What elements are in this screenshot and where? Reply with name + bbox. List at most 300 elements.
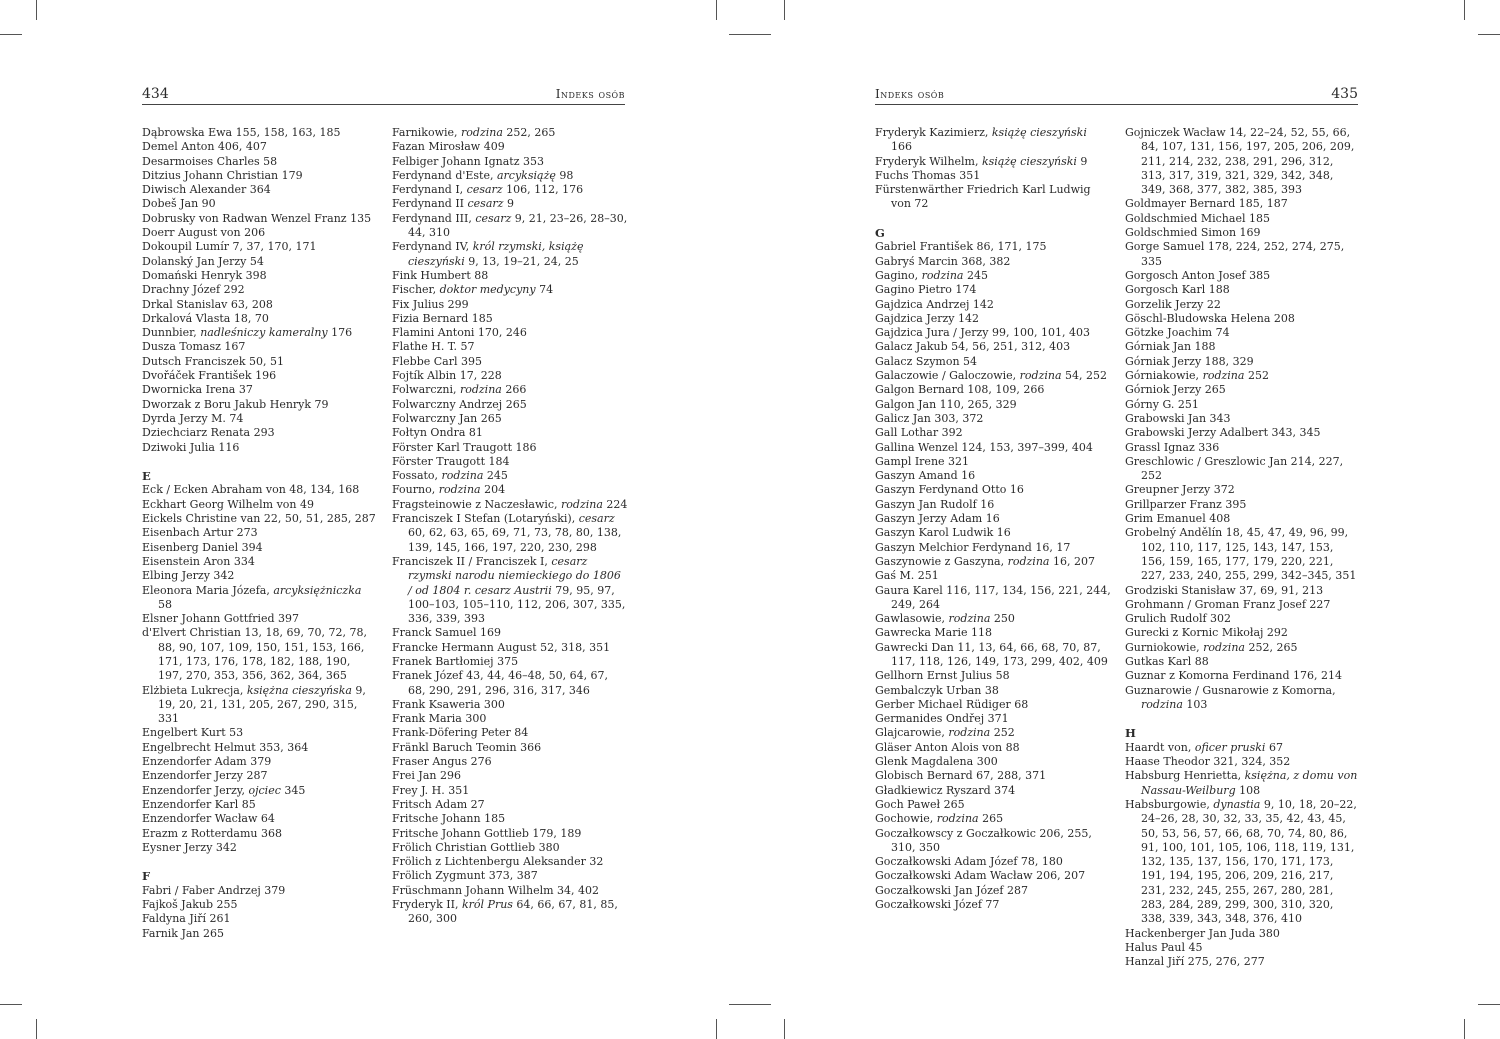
right-page bbox=[750, 0, 1500, 1039]
entry-text: Ferdynand IV, bbox=[392, 240, 473, 254]
index-entry bbox=[392, 369, 628, 383]
index-entry bbox=[142, 612, 378, 626]
entry-qualifier: księżna cieszyńska bbox=[246, 683, 352, 697]
entry-qualifier: arcyksiężniczka bbox=[273, 583, 362, 597]
entry-text: Górniak Jerzy 188, 329 bbox=[1125, 354, 1254, 368]
index-entry bbox=[142, 169, 378, 183]
index-entry bbox=[1125, 498, 1361, 512]
index-entry bbox=[1125, 741, 1361, 755]
index-entry bbox=[875, 526, 1111, 540]
index-entry bbox=[142, 126, 378, 140]
entry-text: Dobeš Jan 90 bbox=[142, 197, 216, 211]
entry-text: Förster Karl Traugott 186 bbox=[392, 440, 537, 454]
index-entry bbox=[1125, 212, 1361, 226]
index-entry bbox=[875, 498, 1111, 512]
index-entry bbox=[142, 340, 378, 354]
entry-qualifier: doktor medycyny bbox=[439, 283, 536, 297]
entry-text: Grobelný Andělín 18, 45, 47, 49, 96, 99, 102, 110, 117, 125, 143, 147, 153, 156, 159, 165, 177, 179, 220, 221, 227, 233, 240, 255, 299, 342–345, 351 bbox=[1125, 526, 1357, 583]
index-entry bbox=[392, 469, 628, 483]
index-entry bbox=[142, 898, 378, 912]
entry-text: Dvořáček František 196 bbox=[142, 369, 277, 383]
entry-pages: 9, 13, 19–21, 24, 25 bbox=[464, 254, 579, 268]
entry-text: Franciszek I Stefan (Lotaryński), bbox=[392, 512, 579, 526]
entry-text: Eickels Christine van 22, 50, 51, 285, 287 bbox=[142, 512, 376, 526]
index-entry bbox=[392, 655, 628, 669]
section-letter: G bbox=[875, 226, 885, 241]
page-number: 435 bbox=[1331, 86, 1358, 102]
index-entry bbox=[392, 712, 628, 726]
entry-text: Gallina Wenzel 124, 153, 397–399, 404 bbox=[875, 440, 1093, 454]
index-entry bbox=[142, 383, 378, 397]
index-entry bbox=[392, 412, 628, 426]
index-entry bbox=[142, 812, 378, 826]
index-entry bbox=[392, 269, 628, 283]
entry-qualifier: rodzina bbox=[459, 383, 502, 397]
index-entry bbox=[142, 312, 378, 326]
entry-text: Grohmann / Groman Franz Josef 227 bbox=[1125, 597, 1331, 611]
index-entry bbox=[1125, 598, 1361, 612]
entry-pages: 9, 21, 23–26, 28–30, 44, 310 bbox=[408, 211, 628, 240]
entry-pages: 166 bbox=[891, 140, 912, 154]
entry-text: Górniakowie, bbox=[1125, 369, 1203, 383]
entry-text: Fritsche Johann Gottlieb 179, 189 bbox=[392, 826, 582, 840]
entry-qualifier: cesarz bbox=[578, 512, 615, 526]
entry-qualifier: rodzina bbox=[1141, 697, 1183, 711]
index-entry bbox=[392, 812, 628, 826]
index-entry bbox=[1125, 927, 1361, 941]
entry-text: Eisenbach Artur 273 bbox=[142, 526, 258, 540]
index-entry bbox=[875, 641, 1111, 670]
entry-qualifier: rodzina bbox=[921, 268, 964, 282]
index-entry bbox=[392, 555, 628, 626]
entry-text: Globisch Bernard 67, 288, 371 bbox=[875, 769, 1047, 783]
index-entry bbox=[1125, 398, 1361, 412]
entry-text: Dutsch Franciszek 50, 51 bbox=[142, 354, 285, 368]
running-head: Indeks osób bbox=[875, 87, 945, 101]
entry-text: Glajcarowie, bbox=[875, 726, 949, 740]
entry-pages: 245 bbox=[483, 469, 508, 483]
entry-text: Gabriel František 86, 171, 175 bbox=[875, 240, 1047, 254]
index-entry bbox=[1125, 798, 1361, 927]
index-entry bbox=[142, 726, 378, 740]
index-entry bbox=[142, 626, 378, 683]
index-entry bbox=[142, 269, 378, 283]
entry-text: Fryderyk Kazimierz, bbox=[875, 126, 992, 139]
entry-text: Fryderyk Wilhelm, bbox=[875, 154, 982, 168]
index-entry bbox=[1125, 240, 1361, 269]
page-header bbox=[875, 86, 1358, 105]
entry-text: Goldmayer Bernard 185, 187 bbox=[1125, 197, 1288, 211]
index-entry bbox=[392, 283, 628, 297]
entry-text: Gładkiewicz Ryszard 374 bbox=[875, 783, 1016, 797]
index-column bbox=[1125, 126, 1361, 970]
index-entry bbox=[392, 741, 628, 755]
index-entry bbox=[875, 169, 1111, 183]
index-entry bbox=[142, 884, 378, 898]
entry-qualifier: rodzina bbox=[561, 497, 603, 511]
index-entry bbox=[392, 426, 628, 440]
entry-text: Goczałkowski Adam Wacław 206, 207 bbox=[875, 869, 1086, 883]
index-entry bbox=[1125, 226, 1361, 240]
entry-text: Goldschmied Michael 185 bbox=[1125, 211, 1270, 225]
entry-qualifier: cesarz bbox=[467, 197, 504, 211]
index-entry bbox=[1125, 612, 1361, 626]
index-entry bbox=[875, 555, 1111, 569]
index-entry bbox=[875, 455, 1111, 469]
index-entry bbox=[1125, 755, 1361, 769]
index-entry bbox=[142, 197, 378, 211]
index-entry bbox=[392, 498, 628, 512]
entry-text: Gabryś Marcin 368, 382 bbox=[875, 254, 1011, 268]
index-entry bbox=[1125, 426, 1361, 440]
entry-text: Gurecki z Kornic Mikołaj 292 bbox=[1125, 626, 1288, 640]
entry-text: Galacz Jakub 54, 56, 251, 312, 403 bbox=[875, 340, 1071, 354]
index-entry bbox=[1125, 126, 1361, 197]
entry-text: Flamini Antoni 170, 246 bbox=[392, 326, 527, 340]
index-entry bbox=[1125, 512, 1361, 526]
entry-text: Fajkoš Jakub 255 bbox=[142, 898, 238, 912]
index-entry bbox=[142, 927, 378, 941]
index-entry bbox=[392, 298, 628, 312]
entry-text: Goczałkowski Adam Józef 78, 180 bbox=[875, 855, 1063, 869]
entry-pages: 9 bbox=[1076, 154, 1088, 168]
index-entry bbox=[875, 269, 1111, 283]
index-entry bbox=[875, 469, 1111, 483]
index-entry bbox=[1125, 955, 1361, 969]
entry-text: Fragsteinowie z Naczesławic, bbox=[392, 497, 562, 511]
entry-qualifier: ojciec bbox=[248, 783, 281, 797]
entry-pages: 64, 66, 67, 81, 85, 260, 300 bbox=[408, 898, 618, 926]
entry-pages: 204 bbox=[480, 483, 506, 497]
entry-text: Gampl Irene 321 bbox=[875, 454, 970, 468]
entry-qualifier: rodzina bbox=[1203, 640, 1245, 654]
entry-text: Engelbert Kurt 53 bbox=[142, 726, 244, 740]
index-entry bbox=[392, 212, 628, 241]
entry-text: Ferdynand I, bbox=[392, 183, 467, 197]
entry-text: Früschmann Johann Wilhelm 34, 402 bbox=[392, 883, 600, 897]
index-entry bbox=[142, 755, 378, 769]
entry-text: Frei Jan 296 bbox=[392, 769, 461, 783]
entry-text: Gaszyn Ferdynand Otto 16 bbox=[875, 483, 1024, 497]
entry-pages: 54, 252 bbox=[1061, 369, 1108, 383]
entry-qualifier: rodzina bbox=[948, 726, 991, 740]
index-entry bbox=[142, 240, 378, 254]
entry-qualifier: rodzina bbox=[1007, 554, 1050, 568]
entry-text: Ferdynand II bbox=[392, 197, 468, 211]
section-letter: E bbox=[142, 469, 151, 484]
entry-qualifier: rodzina bbox=[948, 612, 991, 626]
entry-text: Erazm z Rotterdamu 368 bbox=[142, 826, 282, 840]
entry-text: Halus Paul 45 bbox=[1125, 940, 1203, 954]
index-entry bbox=[392, 855, 628, 869]
entry-text: Gall Lothar 392 bbox=[875, 426, 963, 440]
entry-text: Franek Józef 43, 44, 46–48, 50, 64, 67, 68, 290, 291, 296, 316, 317, 346 bbox=[392, 669, 609, 697]
section-gap bbox=[142, 855, 378, 869]
entry-text: Grabowski Jerzy Adalbert 343, 345 bbox=[1125, 426, 1321, 440]
index-entry bbox=[142, 769, 378, 783]
entry-pages: 252, 265 bbox=[1244, 640, 1298, 654]
index-entry bbox=[875, 855, 1111, 869]
index-entry bbox=[142, 226, 378, 240]
entry-qualifier: książę cieszyński bbox=[991, 126, 1087, 139]
index-entry bbox=[875, 398, 1111, 412]
index-entry bbox=[1125, 340, 1361, 354]
entry-text: Guznarowie / Gusnarowie z Komorna, bbox=[1125, 683, 1336, 697]
index-entry bbox=[875, 355, 1111, 369]
index-entry bbox=[392, 769, 628, 783]
entry-text: Fourno, bbox=[392, 483, 439, 497]
index-entry bbox=[1125, 684, 1361, 713]
entry-text: Gutkas Karl 88 bbox=[1125, 654, 1209, 668]
index-entry bbox=[142, 326, 378, 340]
index-entry bbox=[392, 626, 628, 640]
entry-text: Gerber Michael Rüdiger 68 bbox=[875, 697, 1029, 711]
entry-text: Górny G. 251 bbox=[1125, 397, 1199, 411]
index-entry bbox=[1125, 312, 1361, 326]
index-entry bbox=[875, 741, 1111, 755]
entry-pages: 9, 19, 20, 21, 131, 205, 267, 290, 315, 331 bbox=[158, 683, 366, 726]
index-entry bbox=[392, 698, 628, 712]
entry-text: Habsburg Henrietta, bbox=[1125, 769, 1245, 783]
index-entry bbox=[1125, 526, 1361, 583]
index-entry bbox=[1125, 355, 1361, 369]
entry-text: Farnik Jan 265 bbox=[142, 926, 225, 940]
entry-text: Galicz Jan 303, 372 bbox=[875, 411, 984, 425]
entry-text: Frey J. H. 351 bbox=[392, 783, 470, 797]
index-entry bbox=[875, 769, 1111, 783]
index-entry bbox=[875, 626, 1111, 640]
index-entry bbox=[392, 140, 628, 154]
entry-qualifier: cesarz bbox=[466, 183, 503, 197]
index-entry bbox=[875, 312, 1111, 326]
entry-pages: 345 bbox=[280, 783, 306, 797]
entry-qualifier: dynastia bbox=[1213, 797, 1261, 811]
index-entry bbox=[875, 669, 1111, 683]
entry-text: Gajdzica Jerzy 142 bbox=[875, 311, 980, 325]
entry-pages: 108 bbox=[1235, 783, 1261, 797]
entry-text: Górniok Jerzy 265 bbox=[1125, 383, 1226, 397]
entry-pages: 103 bbox=[1182, 697, 1208, 711]
entry-text: Galaczowie / Galoczowie, bbox=[875, 369, 1020, 383]
entry-text: Fazan Mirosław 409 bbox=[392, 140, 505, 154]
entry-text: Gaszyn Melchior Ferdynand 16, 17 bbox=[875, 540, 1071, 554]
entry-text: Farnikowie, bbox=[392, 126, 462, 139]
index-entry bbox=[142, 369, 378, 383]
entry-text: d'Elvert Christian 13, 18, 69, 70, 72, 78, 88, 90, 107, 109, 150, 151, 153, 166, 171, 173, 176, 178, 182, 188, 190, 197, 270, 353, 356, 362, 364, 365 bbox=[142, 626, 367, 683]
entry-qualifier: arcyksiążę bbox=[496, 168, 556, 182]
index-entry bbox=[875, 183, 1111, 212]
index-entry bbox=[1125, 941, 1361, 955]
index-entry bbox=[392, 726, 628, 740]
entry-text: Fischer, bbox=[392, 283, 440, 297]
entry-pages: 266 bbox=[501, 383, 527, 397]
entry-text: Fossato, bbox=[392, 469, 442, 483]
entry-text: Haase Theodor 321, 324, 352 bbox=[1125, 755, 1291, 769]
index-entry bbox=[392, 326, 628, 340]
entry-text: Dolanský Jan Jerzy 54 bbox=[142, 254, 264, 268]
entry-pages: 265 bbox=[978, 812, 1004, 826]
entry-text: Fabri / Faber Andrzej 379 bbox=[142, 883, 286, 897]
section-gap bbox=[1125, 712, 1361, 726]
entry-text: Fizia Bernard 185 bbox=[392, 311, 493, 325]
entry-text: Fritsch Adam 27 bbox=[392, 797, 485, 811]
index-entry bbox=[392, 340, 628, 354]
entry-text: Enzendorfer Jerzy, bbox=[142, 783, 249, 797]
entry-pages: 252 bbox=[990, 726, 1015, 740]
index-entry bbox=[142, 398, 378, 412]
entry-text: Gläser Anton Alois von 88 bbox=[875, 740, 1020, 754]
entry-qualifier: książę cieszyński bbox=[981, 154, 1077, 168]
entry-text: Dziechciarz Renata 293 bbox=[142, 426, 275, 440]
index-entry bbox=[392, 398, 628, 412]
entry-text: Dokoupil Lumír 7, 37, 170, 171 bbox=[142, 240, 317, 254]
index-entry bbox=[875, 884, 1111, 898]
index-entry bbox=[392, 240, 628, 269]
entry-text: Elsner Johann Gottfried 397 bbox=[142, 612, 300, 626]
entry-text: Enzendorfer Adam 379 bbox=[142, 755, 272, 769]
entry-text: Goldschmied Simon 169 bbox=[1125, 226, 1261, 240]
index-entry bbox=[1125, 298, 1361, 312]
index-entry bbox=[392, 755, 628, 769]
index-entry bbox=[142, 483, 378, 497]
entry-text: Frölich z Lichtenbergu Aleksander 32 bbox=[392, 855, 604, 869]
index-entry bbox=[142, 912, 378, 926]
index-entry bbox=[392, 869, 628, 883]
entry-text: Goczałkowscy z Goczałkowic 206, 255, 310, 350 bbox=[875, 826, 1092, 854]
index-entry bbox=[1125, 369, 1361, 383]
index-entry bbox=[875, 240, 1111, 254]
entry-pages: 106, 112, 176 bbox=[502, 183, 584, 197]
entry-text: Diwisch Alexander 364 bbox=[142, 183, 271, 197]
index-entry bbox=[1125, 641, 1361, 655]
entry-qualifier: nadleśniczy kameralny bbox=[200, 326, 328, 340]
index-entry bbox=[1125, 655, 1361, 669]
index-entry bbox=[875, 512, 1111, 526]
entry-text: Goczałkowski Józef 77 bbox=[875, 898, 1000, 912]
entry-text: Fojtík Albin 17, 228 bbox=[392, 369, 502, 383]
index-entry bbox=[392, 841, 628, 855]
index-entry bbox=[392, 441, 628, 455]
entry-text: Greupner Jerzy 372 bbox=[1125, 483, 1235, 497]
entry-text: Eckhart Georg Wilhelm von 49 bbox=[142, 497, 314, 511]
entry-text: Gajdzica Andrzej 142 bbox=[875, 297, 994, 311]
index-entry bbox=[142, 140, 378, 154]
index-entry bbox=[142, 255, 378, 269]
index-entry bbox=[1125, 483, 1361, 497]
section-gap bbox=[875, 212, 1111, 226]
entry-text: Gawrecki Dan 11, 13, 64, 66, 68, 70, 87, 117, 118, 126, 149, 173, 299, 402, 409 bbox=[875, 640, 1108, 668]
entry-text: Ditzius Johann Christian 179 bbox=[142, 168, 303, 182]
index-entry bbox=[142, 827, 378, 841]
entry-text: Enzendorfer Karl 85 bbox=[142, 797, 256, 811]
index-entry bbox=[875, 684, 1111, 698]
entry-text: Dąbrowska Ewa 155, 158, 163, 185 bbox=[142, 126, 341, 139]
entry-text: Dwornicka Irena 37 bbox=[142, 383, 253, 397]
entry-text: Gajdzica Jura / Jerzy 99, 100, 101, 403 bbox=[875, 326, 1090, 340]
index-entry bbox=[875, 255, 1111, 269]
index-entry bbox=[875, 283, 1111, 297]
entry-text: Flebbe Carl 395 bbox=[392, 354, 482, 368]
index-entry bbox=[875, 126, 1111, 155]
entry-text: Fink Humbert 88 bbox=[392, 268, 489, 282]
index-entry bbox=[875, 569, 1111, 583]
entry-text: Hanzal Jiří 275, 276, 277 bbox=[1125, 955, 1265, 969]
index-entry bbox=[392, 183, 628, 197]
index-entry bbox=[392, 483, 628, 497]
index-entry bbox=[392, 798, 628, 812]
index-entry bbox=[142, 541, 378, 555]
entry-text: Fryderyk II, bbox=[392, 898, 462, 912]
entry-text: Gaszynowie z Gaszyna, bbox=[875, 554, 1008, 568]
index-entry bbox=[875, 541, 1111, 555]
page-number: 434 bbox=[142, 86, 169, 102]
entry-pages: 16, 207 bbox=[1049, 554, 1095, 568]
entry-qualifier: rodzina bbox=[461, 126, 503, 139]
entry-text: Gorzelik Jerzy 22 bbox=[1125, 297, 1221, 311]
index-entry bbox=[875, 426, 1111, 440]
index-entry bbox=[392, 355, 628, 369]
entry-text: Germanides Ondřej 371 bbox=[875, 712, 1009, 726]
index-entry bbox=[392, 455, 628, 469]
entry-text: Engelbrecht Helmut 353, 364 bbox=[142, 740, 309, 754]
entry-text: Gaszyn Amand 16 bbox=[875, 469, 976, 483]
entry-text: Frölich Christian Gottlieb 380 bbox=[392, 840, 560, 854]
entry-text: Doerr August von 206 bbox=[142, 226, 266, 240]
index-entry bbox=[875, 612, 1111, 626]
entry-text: Eysner Jerzy 342 bbox=[142, 840, 237, 854]
entry-text: Goczałkowski Jan Józef 287 bbox=[875, 883, 1028, 897]
entry-text: Gorge Samuel 178, 224, 252, 274, 275, 335 bbox=[1125, 240, 1345, 268]
entry-text: Grodziski Stanisław 37, 69, 91, 213 bbox=[1125, 583, 1324, 597]
entry-text: Fritsche Johann 185 bbox=[392, 812, 506, 826]
entry-text: Dunnbier, bbox=[142, 326, 201, 340]
running-head: Indeks osób bbox=[555, 87, 625, 101]
index-entry bbox=[392, 512, 628, 555]
entry-qualifier: cesarz rzymski narodu niemieckiego do 1806 / od 1804 r. cesarz Austrii bbox=[408, 554, 621, 597]
entry-text: Elbing Jerzy 342 bbox=[142, 569, 235, 583]
entry-text: Guznar z Komorna Ferdinand 176, 214 bbox=[1125, 669, 1342, 683]
entry-text: Glenk Magdalena 300 bbox=[875, 755, 998, 769]
section-letter: F bbox=[142, 869, 151, 884]
entry-text: Górniak Jan 188 bbox=[1125, 340, 1216, 354]
index-entry bbox=[142, 283, 378, 297]
entry-text: Gorgosch Anton Josef 385 bbox=[1125, 268, 1271, 282]
index-entry bbox=[875, 784, 1111, 798]
entry-pages: 252 bbox=[1244, 369, 1269, 383]
index-entry bbox=[875, 812, 1111, 826]
entry-pages: 79, 95, 97, 100–103, 105–110, 112, 206, 307, 335, 336, 339, 393 bbox=[408, 583, 626, 626]
index-entry bbox=[392, 126, 628, 140]
index-column bbox=[142, 126, 378, 941]
entry-text: Folwarczni, bbox=[392, 383, 460, 397]
entry-text: Gembalczyk Urban 38 bbox=[875, 683, 999, 697]
index-entry bbox=[142, 412, 378, 426]
index-entry bbox=[1125, 669, 1361, 683]
entry-qualifier: oficer pruski bbox=[1194, 740, 1266, 754]
entry-text: Gaura Karel 116, 117, 134, 156, 221, 244, 249, 264 bbox=[875, 583, 1111, 611]
entry-text: Enzendorfer Wacław 64 bbox=[142, 812, 275, 826]
index-entry bbox=[142, 212, 378, 226]
entry-text: Hackenberger Jan Juda 380 bbox=[1125, 926, 1280, 940]
index-entry bbox=[875, 798, 1111, 812]
entry-text: Demel Anton 406, 407 bbox=[142, 140, 267, 154]
entry-text: Eisenstein Aron 334 bbox=[142, 554, 255, 568]
entry-text: Gorgosch Karl 188 bbox=[1125, 283, 1230, 297]
entry-pages: 58 bbox=[158, 597, 172, 611]
entry-qualifier: król rzymski, książę cieszyński bbox=[408, 240, 584, 268]
entry-text: Ferdynand d'Este, bbox=[392, 168, 497, 182]
entry-text: Greschlowic / Greszlowic Jan 214, 227, 252 bbox=[1125, 454, 1344, 483]
